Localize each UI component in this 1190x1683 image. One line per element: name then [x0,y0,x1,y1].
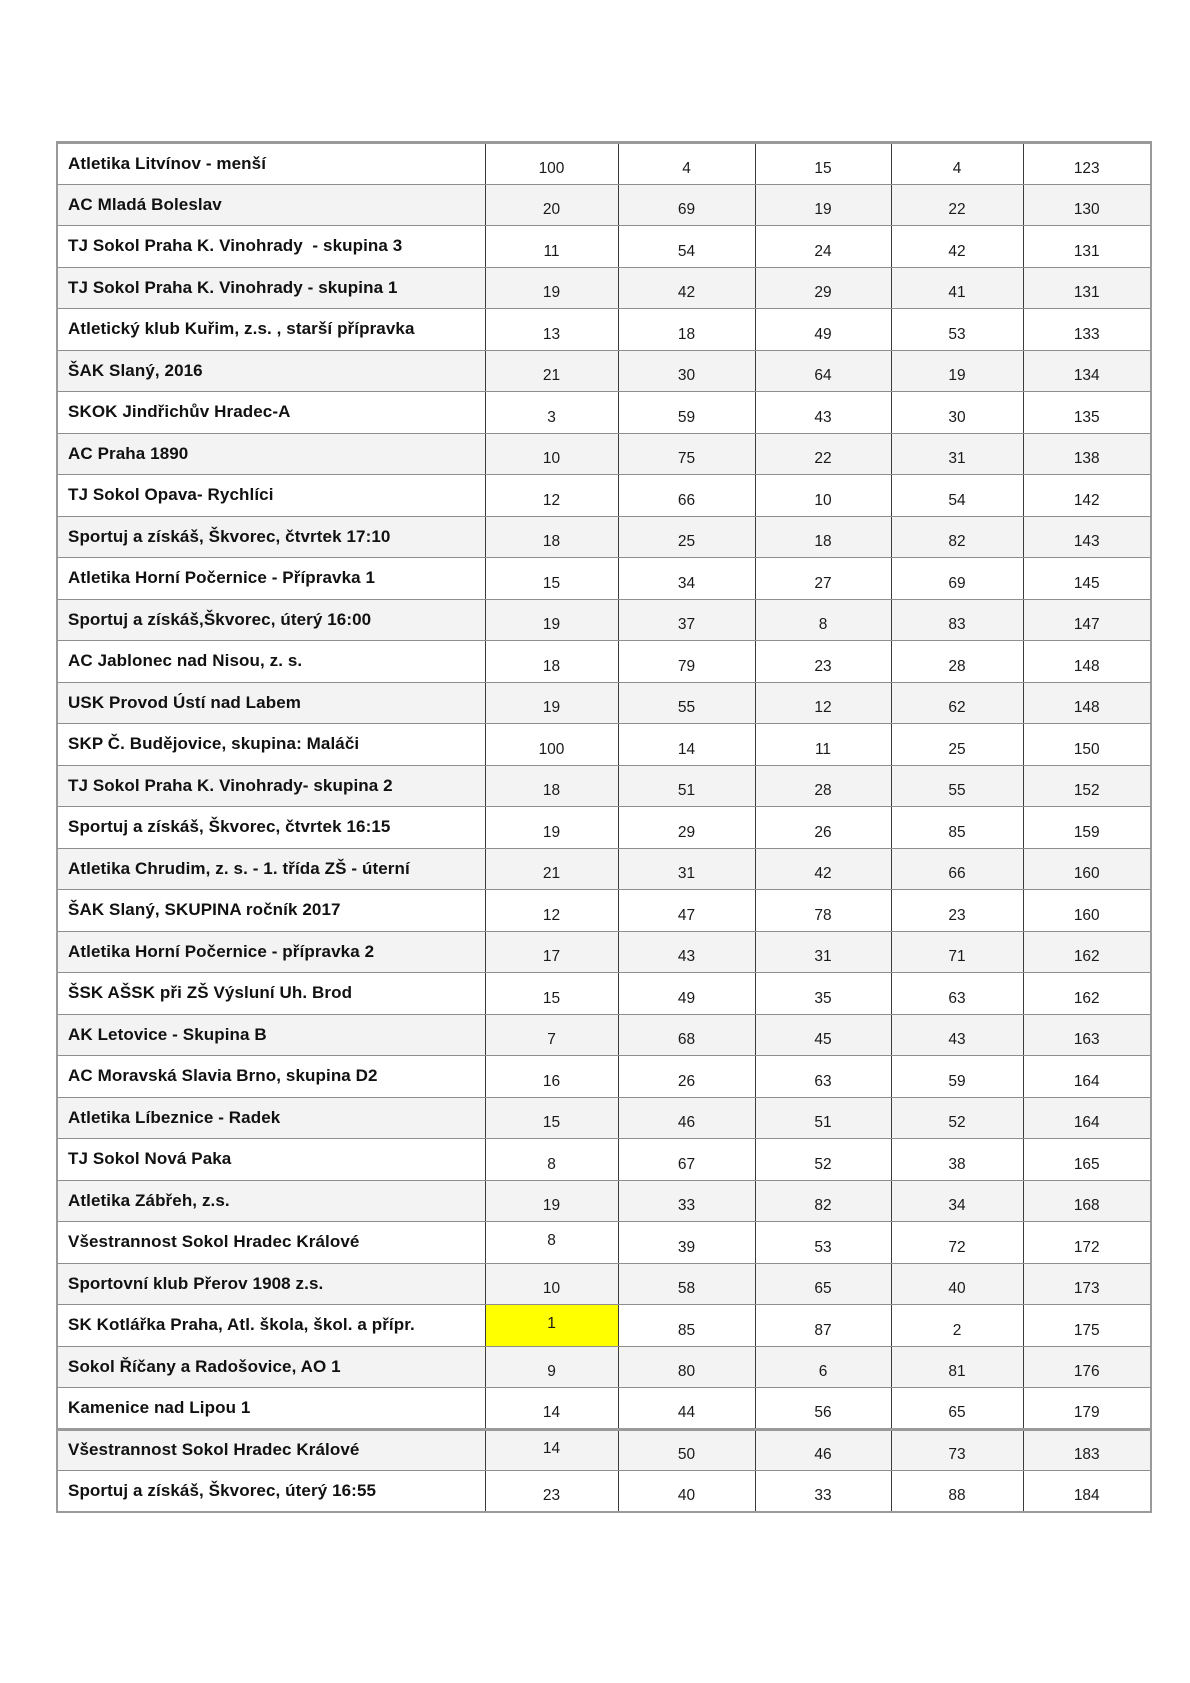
club-name-cell: SK Kotlářka Praha, Atl. škola, škol. a přípr. [57,1305,485,1347]
value-cell: 59 [891,1056,1023,1098]
value-cell: 35 [755,973,891,1015]
table-row [57,267,1151,309]
club-name-cell: AC Moravská Slavia Brno, skupina D2 [57,1056,485,1098]
club-name-cell: Atletika Horní Počernice - Přípravka 1 [57,558,485,600]
club-name-cell: Sportuj a získáš, Škvorec, úterý 16:55 [57,1471,485,1513]
value-cell: 25 [891,724,1023,766]
value-cell: 19 [485,682,618,724]
value-cell: 159 [1023,807,1151,849]
table-row [57,1014,1151,1056]
value-cell: 43 [891,1014,1023,1056]
table-row [57,392,1151,434]
value-cell: 31 [891,433,1023,475]
value-cell: 64 [755,350,891,392]
value-cell: 6 [755,1346,891,1388]
club-name-cell: ŠSK AŠSK při ZŠ Výsluní Uh. Brod [57,973,485,1015]
value-cell: 12 [485,890,618,932]
club-name-cell: ŠAK Slaný, 2016 [57,350,485,392]
club-name-cell: AC Mladá Boleslav [57,184,485,226]
value-cell: 66 [618,475,755,517]
value-cell: 143 [1023,516,1151,558]
value-cell: 19 [755,184,891,226]
value-cell: 18 [485,516,618,558]
value-cell: 147 [1023,599,1151,641]
value-cell: 53 [755,1222,891,1264]
value-cell: 19 [485,807,618,849]
value-cell: 184 [1023,1471,1151,1513]
value-cell: 165 [1023,1139,1151,1181]
value-cell: 81 [891,1346,1023,1388]
value-cell: 83 [891,599,1023,641]
value-cell: 55 [891,765,1023,807]
value-cell: 78 [755,890,891,932]
value-cell: 8 [755,599,891,641]
table-row [57,1388,1151,1430]
value-cell: 23 [485,1471,618,1513]
table-row [57,475,1151,517]
value-cell: 29 [618,807,755,849]
value-cell: 59 [618,392,755,434]
club-name-cell: Atletika Litvínov - menší [57,143,485,185]
value-cell: 163 [1023,1014,1151,1056]
table-row [57,143,1151,185]
club-name-cell: SKOK Jindřichův Hradec-A [57,392,485,434]
value-cell: 22 [891,184,1023,226]
value-cell: 31 [618,848,755,890]
table-row [57,1139,1151,1181]
table-row [57,890,1151,932]
value-cell: 67 [618,1139,755,1181]
value-cell: 28 [755,765,891,807]
value-cell: 2 [891,1305,1023,1347]
value-cell: 54 [618,226,755,268]
table-row [57,1346,1151,1388]
table-row [57,558,1151,600]
club-name-cell: Atletický klub Kuřim, z.s. , starší přípravka [57,309,485,351]
value-cell: 33 [618,1180,755,1222]
club-name-cell: Atletika Zábřeh, z.s. [57,1180,485,1222]
value-cell: 30 [618,350,755,392]
value-cell: 19 [485,599,618,641]
table-row [57,641,1151,683]
value-cell: 55 [618,682,755,724]
value-cell: 49 [618,973,755,1015]
table-row [57,1180,1151,1222]
value-cell: 58 [618,1263,755,1305]
club-name-cell: USK Provod Ústí nad Labem [57,682,485,724]
value-cell: 152 [1023,765,1151,807]
value-cell: 82 [755,1180,891,1222]
club-name-cell: Atletika Líbeznice - Radek [57,1097,485,1139]
table-row [57,1056,1151,1098]
value-cell: 179 [1023,1388,1151,1430]
value-cell: 175 [1023,1305,1151,1347]
value-cell: 162 [1023,931,1151,973]
value-cell: 14 [485,1429,618,1471]
value-cell: 49 [755,309,891,351]
value-cell: 44 [618,1388,755,1430]
club-name-cell: TJ Sokol Praha K. Vinohrady- skupina 2 [57,765,485,807]
value-cell: 145 [1023,558,1151,600]
value-cell: 68 [618,1014,755,1056]
value-cell: 75 [618,433,755,475]
value-cell: 22 [755,433,891,475]
table-row [57,1429,1151,1471]
table-row [57,682,1151,724]
value-cell: 63 [755,1056,891,1098]
value-cell: 85 [618,1305,755,1347]
value-cell: 17 [485,931,618,973]
value-cell: 15 [755,143,891,185]
club-name-cell: AC Praha 1890 [57,433,485,475]
value-cell: 37 [618,599,755,641]
table-row [57,724,1151,766]
value-cell: 29 [755,267,891,309]
value-cell: 8 [485,1139,618,1181]
table-row [57,599,1151,641]
table-row [57,931,1151,973]
value-cell: 26 [618,1056,755,1098]
value-cell: 24 [755,226,891,268]
value-cell: 10 [485,1263,618,1305]
club-name-cell: Sportuj a získáš, Škvorec, čtvrtek 17:10 [57,516,485,558]
value-cell: 12 [485,475,618,517]
club-name-cell: TJ Sokol Nová Paka [57,1139,485,1181]
table-row [57,765,1151,807]
table-row [57,184,1151,226]
value-cell: 85 [891,807,1023,849]
value-cell: 3 [485,392,618,434]
value-cell: 131 [1023,267,1151,309]
value-cell: 1 [485,1305,618,1347]
value-cell: 40 [891,1263,1023,1305]
value-cell: 131 [1023,226,1151,268]
value-cell: 43 [618,931,755,973]
value-cell: 19 [485,267,618,309]
value-cell: 162 [1023,973,1151,1015]
club-name-cell: Sportuj a získáš, Škvorec, čtvrtek 16:15 [57,807,485,849]
value-cell: 4 [618,143,755,185]
club-name-cell: ŠAK Slaný, SKUPINA ročník 2017 [57,890,485,932]
value-cell: 21 [485,350,618,392]
value-cell: 47 [618,890,755,932]
value-cell: 63 [891,973,1023,1015]
value-cell: 176 [1023,1346,1151,1388]
value-cell: 11 [485,226,618,268]
value-cell: 87 [755,1305,891,1347]
club-name-cell: TJ Sokol Praha K. Vinohrady - skupina 3 [57,226,485,268]
value-cell: 46 [755,1429,891,1471]
value-cell: 69 [618,184,755,226]
results-table-body [57,143,1151,1513]
value-cell: 18 [618,309,755,351]
value-cell: 34 [891,1180,1023,1222]
club-name-cell: Všestrannost Sokol Hradec Králové [57,1222,485,1264]
value-cell: 69 [891,558,1023,600]
value-cell: 16 [485,1056,618,1098]
value-cell: 20 [485,184,618,226]
value-cell: 28 [891,641,1023,683]
value-cell: 148 [1023,641,1151,683]
value-cell: 26 [755,807,891,849]
value-cell: 142 [1023,475,1151,517]
value-cell: 25 [618,516,755,558]
value-cell: 65 [755,1263,891,1305]
value-cell: 62 [891,682,1023,724]
table-row [57,1222,1151,1264]
value-cell: 46 [618,1097,755,1139]
value-cell: 13 [485,309,618,351]
table-row [57,1263,1151,1305]
value-cell: 51 [618,765,755,807]
value-cell: 134 [1023,350,1151,392]
club-name-cell: AK Letovice - Skupina B [57,1014,485,1056]
value-cell: 15 [485,973,618,1015]
value-cell: 183 [1023,1429,1151,1471]
table-row [57,807,1151,849]
club-name-cell: Atletika Chrudim, z. s. - 1. třída ZŠ - úterní [57,848,485,890]
value-cell: 4 [891,143,1023,185]
table-row [57,848,1151,890]
club-name-cell: Atletika Horní Počernice - přípravka 2 [57,931,485,973]
table-row [57,226,1151,268]
value-cell: 7 [485,1014,618,1056]
value-cell: 52 [755,1139,891,1181]
value-cell: 19 [891,350,1023,392]
value-cell: 164 [1023,1056,1151,1098]
value-cell: 15 [485,558,618,600]
value-cell: 72 [891,1222,1023,1264]
value-cell: 42 [891,226,1023,268]
value-cell: 14 [618,724,755,766]
value-cell: 138 [1023,433,1151,475]
value-cell: 33 [755,1471,891,1513]
value-cell: 135 [1023,392,1151,434]
value-cell: 160 [1023,890,1151,932]
value-cell: 45 [755,1014,891,1056]
value-cell: 34 [618,558,755,600]
value-cell: 52 [891,1097,1023,1139]
value-cell: 10 [485,433,618,475]
value-cell: 54 [891,475,1023,517]
value-cell: 18 [485,641,618,683]
table-row [57,433,1151,475]
value-cell: 150 [1023,724,1151,766]
table-row [57,1097,1151,1139]
value-cell: 172 [1023,1222,1151,1264]
value-cell: 168 [1023,1180,1151,1222]
value-cell: 15 [485,1097,618,1139]
value-cell: 10 [755,475,891,517]
value-cell: 42 [618,267,755,309]
table-row [57,309,1151,351]
club-name-cell: SKP Č. Budějovice, skupina: Maláči [57,724,485,766]
value-cell: 56 [755,1388,891,1430]
value-cell: 82 [891,516,1023,558]
value-cell: 88 [891,1471,1023,1513]
club-name-cell: Sportuj a získáš,Škvorec, úterý 16:00 [57,599,485,641]
value-cell: 66 [891,848,1023,890]
value-cell: 30 [891,392,1023,434]
value-cell: 130 [1023,184,1151,226]
value-cell: 31 [755,931,891,973]
table-row [57,973,1151,1015]
value-cell: 18 [755,516,891,558]
club-name-cell: AC Jablonec nad Nisou, z. s. [57,641,485,683]
value-cell: 164 [1023,1097,1151,1139]
value-cell: 133 [1023,309,1151,351]
value-cell: 53 [891,309,1023,351]
value-cell: 11 [755,724,891,766]
club-name-cell: TJ Sokol Praha K. Vinohrady - skupina 1 [57,267,485,309]
club-name-cell: Sokol Říčany a Radošovice, AO 1 [57,1346,485,1388]
value-cell: 23 [891,890,1023,932]
value-cell: 123 [1023,143,1151,185]
value-cell: 51 [755,1097,891,1139]
value-cell: 23 [755,641,891,683]
value-cell: 39 [618,1222,755,1264]
results-table [56,141,1152,1513]
value-cell: 50 [618,1429,755,1471]
value-cell: 160 [1023,848,1151,890]
value-cell: 71 [891,931,1023,973]
value-cell: 100 [485,724,618,766]
table-row [57,516,1151,558]
table-row [57,1471,1151,1513]
value-cell: 41 [891,267,1023,309]
value-cell: 27 [755,558,891,600]
value-cell: 21 [485,848,618,890]
value-cell: 80 [618,1346,755,1388]
value-cell: 42 [755,848,891,890]
value-cell: 9 [485,1346,618,1388]
value-cell: 8 [485,1222,618,1264]
club-name-cell: Všestrannost Sokol Hradec Králové [57,1429,485,1471]
table-row [57,1305,1151,1347]
value-cell: 100 [485,143,618,185]
value-cell: 73 [891,1429,1023,1471]
value-cell: 12 [755,682,891,724]
club-name-cell: Kamenice nad Lipou 1 [57,1388,485,1430]
value-cell: 14 [485,1388,618,1430]
value-cell: 65 [891,1388,1023,1430]
value-cell: 173 [1023,1263,1151,1305]
value-cell: 79 [618,641,755,683]
value-cell: 18 [485,765,618,807]
value-cell: 40 [618,1471,755,1513]
value-cell: 19 [485,1180,618,1222]
club-name-cell: TJ Sokol Opava- Rychlíci [57,475,485,517]
value-cell: 148 [1023,682,1151,724]
value-cell: 38 [891,1139,1023,1181]
club-name-cell: Sportovní klub Přerov 1908 z.s. [57,1263,485,1305]
table-row [57,350,1151,392]
value-cell: 43 [755,392,891,434]
